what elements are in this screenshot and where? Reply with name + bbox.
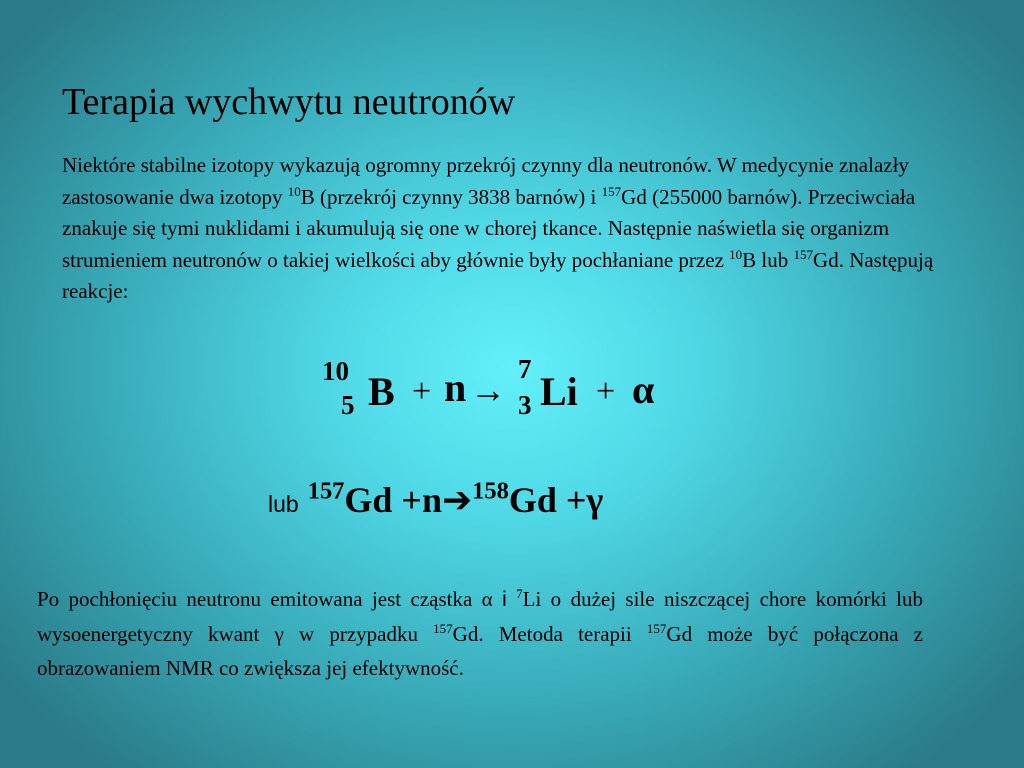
lithium-symbol: Li: [540, 369, 578, 414]
conjunction: i: [502, 588, 507, 611]
gadolinium-product: Gd +γ: [508, 480, 604, 520]
mass-number: 158: [472, 477, 509, 505]
plus-sign: +: [412, 373, 432, 410]
reaction-equation-boron: [320, 352, 700, 422]
outro-text-3: Gd. Metoda terapii: [452, 622, 647, 646]
reaction-arrow-icon: ➔: [441, 479, 473, 520]
intro-text-1: Niektóre stabilne izotopy wykazują ogromny przekrój czynny dla neutronów. W medycynie znalazły zastosowanie dwa izotopy: [62, 153, 909, 209]
slide-title: Terapia wychwytu neutronów: [62, 81, 516, 123]
or-label: lub: [268, 491, 299, 517]
boron-mass-number: 10: [322, 356, 349, 386]
outro-paragraph: [37, 582, 923, 685]
intro-text-2: B (przekrój czynny 3838 barnów) i: [300, 184, 602, 209]
outro-text-4: Gd może być połączona z obrazowaniem NMR co zwiększa jej efektywność.: [37, 622, 923, 680]
plus-sign: +: [596, 373, 616, 410]
mass-number: 157: [646, 621, 667, 637]
outro-text-2: Li o dużej sile niszczącej chore komórki lub wysoenergetyczny kwant γ w przypadku: [37, 587, 924, 646]
mass-number: 7: [516, 586, 523, 602]
intro-text-5: Gd. Następują reakcje:: [62, 247, 934, 303]
intro-text-4: B lub: [742, 247, 794, 272]
mass-number: 157: [433, 621, 453, 637]
lithium-atomic-number: 3: [518, 390, 532, 420]
intro-text-3: Gd (255000 barnów). Przeciwciała znakuje się tymi nuklidami i akumulują się one w chorej tkance. Następnie naświetla się organizm strumieniem neutronów o takiej wielkości aby głównie były pochłaniane przez: [62, 184, 916, 272]
mass-number: 10: [729, 246, 743, 262]
intro-paragraph: [62, 150, 972, 308]
reaction-equation-gadolinium: [268, 478, 603, 526]
mass-number: 10: [287, 183, 301, 199]
mass-number: 157: [793, 246, 814, 262]
mass-number: 157: [601, 183, 622, 199]
boron-symbol: B: [368, 369, 395, 414]
gadolinium-reactant: Gd +n: [344, 480, 442, 520]
boron-atomic-number: 5: [341, 390, 355, 420]
alpha-symbol: α: [632, 367, 655, 412]
neutron-symbol: n: [444, 365, 467, 410]
outro-text-1: Po pochłonięciu neutronu emitowana jest cząstka α: [37, 587, 503, 611]
reaction-arrow-icon: →: [470, 370, 506, 410]
mass-number: 157: [307, 477, 345, 505]
lithium-mass-number: 7: [518, 354, 532, 384]
